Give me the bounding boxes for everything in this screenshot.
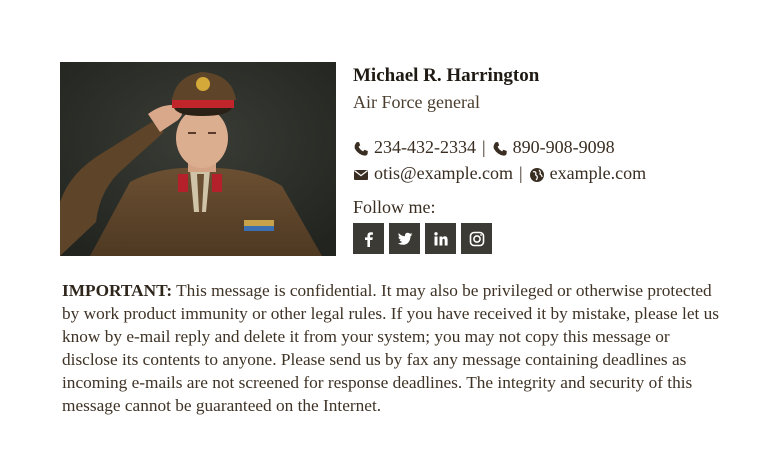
phone-icon	[492, 139, 508, 155]
instagram-button[interactable]	[461, 223, 492, 254]
profile-photo	[60, 62, 336, 256]
facebook-button[interactable]	[353, 223, 384, 254]
email-link[interactable]: otis@example.com	[374, 163, 514, 183]
signature-title: Air Force general	[353, 92, 480, 112]
disclaimer-text: This message is confidential. It may also be privileged or otherwise protected by work product immunity or other legal rules. If you have received it by mistake, please let us know by e-mail reply and delete it from your system; you may not copy this message or disclose its contents to anyone. Please send us by fax any message containing deadlines as incoming e-mails are not screened for response deadlines. The integrity and security of this message cannot be guaranteed on the Internet.	[62, 281, 719, 415]
website-link[interactable]: example.com	[549, 163, 647, 183]
twitter-icon	[396, 230, 414, 248]
phone-row	[353, 135, 615, 159]
social-links	[353, 223, 492, 254]
twitter-button[interactable]	[389, 223, 420, 254]
linkedin-icon	[432, 230, 450, 248]
saluting-officer-illustration	[60, 62, 336, 256]
phone-primary[interactable]: 234-432-2334	[374, 137, 476, 157]
confidentiality-disclaimer	[62, 279, 724, 417]
instagram-icon	[468, 230, 486, 248]
separator: |	[519, 163, 523, 183]
phone-icon	[353, 139, 369, 155]
follow-label: Follow me:	[353, 197, 436, 217]
facebook-icon	[360, 230, 378, 248]
separator: |	[482, 137, 486, 157]
globe-icon	[529, 165, 545, 181]
signature-name: Michael R. Harrington	[353, 65, 540, 86]
linkedin-button[interactable]	[425, 223, 456, 254]
email-web-row	[353, 161, 646, 185]
disclaimer-lead: IMPORTANT:	[62, 281, 173, 300]
envelope-icon	[353, 165, 369, 181]
phone-secondary[interactable]: 890-908-9098	[512, 137, 615, 157]
